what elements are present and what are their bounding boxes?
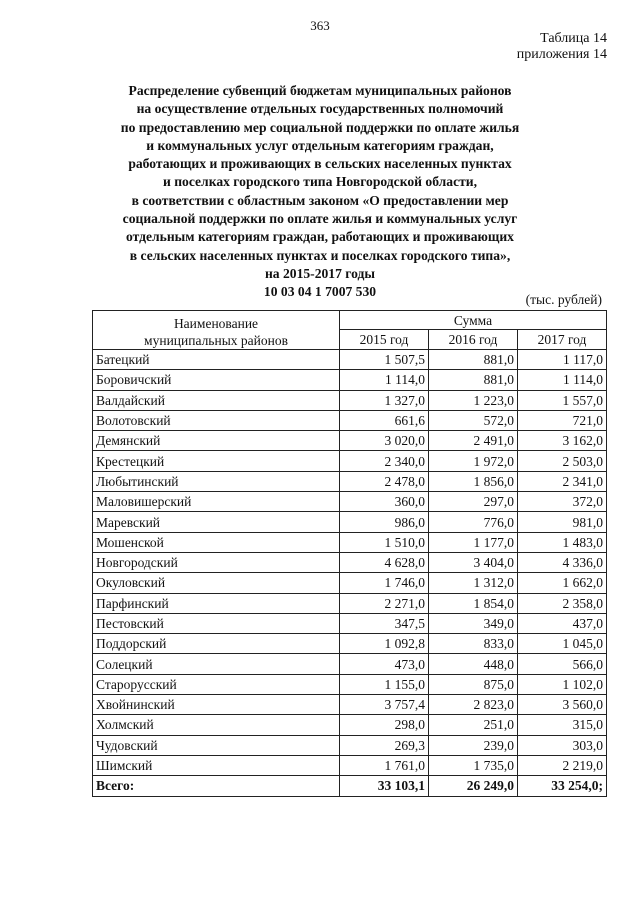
value-2017: 1 102,0 [518,674,607,694]
district-name: Маревский [93,512,340,532]
title-line: Распределение субвенций бюджетам муниципальных районов [128,83,512,98]
value-2016: 776,0 [429,512,518,532]
value-2015: 3 020,0 [340,431,429,451]
table-row [93,552,607,572]
table-row [93,735,607,755]
district-name: Холмский [93,715,340,735]
district-name: Боровичский [93,370,340,390]
value-2015: 269,3 [340,735,429,755]
value-2016: 1 177,0 [429,532,518,552]
value-2016: 833,0 [429,634,518,654]
district-name: Чудовский [93,735,340,755]
value-2016: 1 312,0 [429,573,518,593]
value-2017: 3 560,0 [518,695,607,715]
value-2016: 881,0 [429,370,518,390]
district-name: Солецкий [93,654,340,674]
total-value-2017: 33 254,0; [518,776,607,796]
value-2017: 1 114,0 [518,370,607,390]
value-2015: 2 271,0 [340,593,429,613]
district-name: Новгородский [93,552,340,572]
header-name [93,311,340,350]
value-2016: 251,0 [429,715,518,735]
value-2017: 372,0 [518,492,607,512]
table-row [93,451,607,471]
value-2017: 566,0 [518,654,607,674]
table-row [93,370,607,390]
value-2015: 347,5 [340,613,429,633]
value-2015: 298,0 [340,715,429,735]
value-2016: 3 404,0 [429,552,518,572]
district-name: Волотовский [93,410,340,430]
value-2017: 3 162,0 [518,431,607,451]
appendix-reference [517,31,607,63]
value-2015: 360,0 [340,492,429,512]
table-row [93,613,607,633]
title-line: отдельным категориям граждан, работающих и проживающих [126,229,514,245]
value-2015: 1 114,0 [340,370,429,390]
value-2017: 315,0 [518,715,607,735]
district-name: Шимский [93,755,340,775]
table-row [93,593,607,613]
value-2015: 2 340,0 [340,451,429,471]
value-2017: 303,0 [518,735,607,755]
value-2017: 2 219,0 [518,755,607,775]
value-2015: 2 478,0 [340,471,429,491]
value-2015: 3 757,4 [340,695,429,715]
header-sum: Сумма [340,311,607,330]
value-2017: 1 483,0 [518,532,607,552]
table-row [93,674,607,694]
table-row [93,695,607,715]
district-name: Любытинский [93,471,340,491]
value-2016: 1 972,0 [429,451,518,471]
title-line: работающих и проживающих в сельских населенных пунктах [128,156,512,172]
value-2015: 1 092,8 [340,634,429,654]
value-2017: 721,0 [518,410,607,430]
title-line: и поселках городского типа Новгородской области, [162,174,478,190]
title-line: в сельских населенных пунктах и поселках городского типа», [129,247,511,263]
value-2016: 1 223,0 [429,390,518,410]
total-value-2016: 26 249,0 [429,776,518,796]
value-2017: 981,0 [518,512,607,532]
value-2016: 2 823,0 [429,695,518,715]
table-row [93,715,607,735]
table-row [93,431,607,451]
header-year-2015: 2015 год [340,330,429,350]
value-2017: 1 045,0 [518,634,607,654]
value-2015: 986,0 [340,512,429,532]
table-row [93,492,607,512]
header-year-2016: 2016 год [429,330,518,350]
value-2015: 1 507,5 [340,350,429,370]
header-name-line2: муниципальных районов [144,333,288,348]
district-name: Валдайский [93,390,340,410]
table-row [93,573,607,593]
district-name: Поддорский [93,634,340,654]
value-2015: 1 746,0 [340,573,429,593]
value-2017: 2 341,0 [518,471,607,491]
table-row [93,350,607,370]
title-line: социальной поддержки по оплате жилья и коммунальных услуг [122,211,518,227]
value-2017: 1 557,0 [518,390,607,410]
title-line: в соответствии с областным законом «О предоставлении мер [131,192,509,208]
district-name: Мошенской [93,532,340,552]
subsidy-table [92,310,607,797]
table-row [93,471,607,491]
district-name: Пестовский [93,613,340,633]
value-2017: 1 117,0 [518,350,607,370]
value-2016: 297,0 [429,492,518,512]
total-district-name: Всего: [93,776,340,796]
page-number: 363 [310,18,330,33]
value-2015: 1 761,0 [340,755,429,775]
header-year-2017: 2017 год [518,330,607,350]
title-line: и коммунальных услуг отдельным категориям граждан, [146,137,494,153]
table-reference: Таблица 14 [540,31,607,46]
value-2016: 875,0 [429,674,518,694]
value-2017: 1 662,0 [518,573,607,593]
district-name: Хвойнинский [93,695,340,715]
appendix-reference-line: приложения 14 [516,47,607,62]
table-row [93,410,607,430]
table-row [93,390,607,410]
value-2016: 448,0 [429,654,518,674]
district-name: Парфинский [93,593,340,613]
document-title [0,82,640,302]
header-name-line1: Наименование [173,316,259,331]
title-line: 10 03 04 1 7007 530 [263,284,377,300]
value-2016: 349,0 [429,613,518,633]
value-2016: 1 854,0 [429,593,518,613]
district-name: Маловишерский [93,492,340,512]
value-2016: 572,0 [429,410,518,430]
value-2016: 1 735,0 [429,755,518,775]
district-name: Крестецкий [93,451,340,471]
district-name: Батецкий [93,350,340,370]
value-2016: 2 491,0 [429,431,518,451]
value-2015: 661,6 [340,410,429,430]
value-2016: 1 856,0 [429,471,518,491]
table-row [93,654,607,674]
value-2015: 1 155,0 [340,674,429,694]
value-2015: 1 327,0 [340,390,429,410]
value-2017: 4 336,0 [518,552,607,572]
table-row [93,512,607,532]
value-2015: 473,0 [340,654,429,674]
unit-label: (тыс. рублей) [525,292,602,307]
table-row [93,755,607,775]
total-row [93,776,607,796]
value-2015: 4 628,0 [340,552,429,572]
value-2017: 2 358,0 [518,593,607,613]
table-row [93,634,607,654]
district-name: Старорусский [93,674,340,694]
table-row [93,532,607,552]
value-2017: 2 503,0 [518,451,607,471]
district-name: Окуловский [93,573,340,593]
value-2017: 437,0 [518,613,607,633]
value-2016: 239,0 [429,735,518,755]
title-line: на осуществление отдельных государственных полномочий [136,101,504,117]
title-line: на 2015-2017 годы [264,265,376,281]
total-value-2015: 33 103,1 [340,776,429,796]
value-2015: 1 510,0 [340,532,429,552]
value-2016: 881,0 [429,350,518,370]
title-line: по предоставлению мер социальной поддержки по оплате жилья [120,119,520,135]
district-name: Демянский [93,431,340,451]
